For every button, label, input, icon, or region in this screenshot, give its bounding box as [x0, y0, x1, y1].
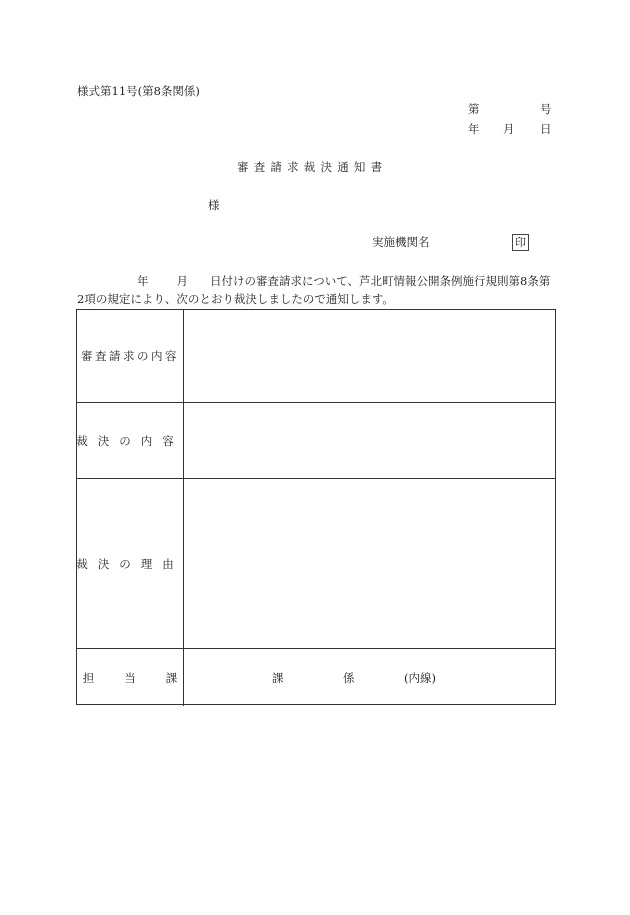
decision-table: [76, 309, 556, 705]
row-label-cell: [77, 403, 184, 478]
form-number: 様式第11号(第8条関係): [77, 84, 200, 98]
body-line-2: 2項の規定により、次のとおり裁決しましたので通知します。: [77, 292, 394, 306]
row-label-cell: [77, 310, 184, 402]
date-year-label: 年: [468, 122, 480, 136]
request-content-field[interactable]: [184, 310, 555, 402]
row-label-department: 担当課: [82, 670, 208, 685]
body-year: 年: [137, 274, 149, 288]
body-line-1-text: 日付けの審査請求について、芦北町情報公開条例施行規則第8条第: [210, 274, 551, 288]
recipient-suffix: 様: [208, 198, 220, 212]
table-row: [77, 479, 555, 649]
row-label-cell: [77, 649, 208, 706]
department-field[interactable]: [184, 649, 555, 706]
body-line-1: [77, 276, 550, 288]
unit-label: 係: [343, 670, 355, 685]
row-label-decision-content: 裁決の内容: [76, 433, 184, 448]
document-number-suffix: 号: [540, 102, 552, 116]
row-label-cell: [77, 479, 184, 648]
decision-content-field[interactable]: [184, 403, 555, 478]
section-label: 課: [272, 670, 284, 685]
date-month-label: 月: [503, 122, 515, 136]
decision-reason-field[interactable]: [184, 479, 555, 648]
extension-label: (内線): [404, 670, 436, 685]
document-number-label: 第: [468, 102, 480, 116]
seal-mark: [512, 234, 529, 251]
seal-text: 印: [515, 236, 526, 249]
table-row: [77, 310, 555, 403]
row-label-request-content: 審査請求の内容: [81, 349, 179, 363]
body-month: 月: [176, 274, 188, 288]
date-day-label: 日: [540, 122, 552, 136]
table-row: [77, 403, 555, 479]
document-title: 審査請求裁決通知書: [237, 160, 388, 174]
table-row: [77, 649, 555, 706]
issuer-label: 実施機関名: [372, 235, 430, 249]
row-label-decision-reason: 裁決の理由: [76, 556, 184, 571]
